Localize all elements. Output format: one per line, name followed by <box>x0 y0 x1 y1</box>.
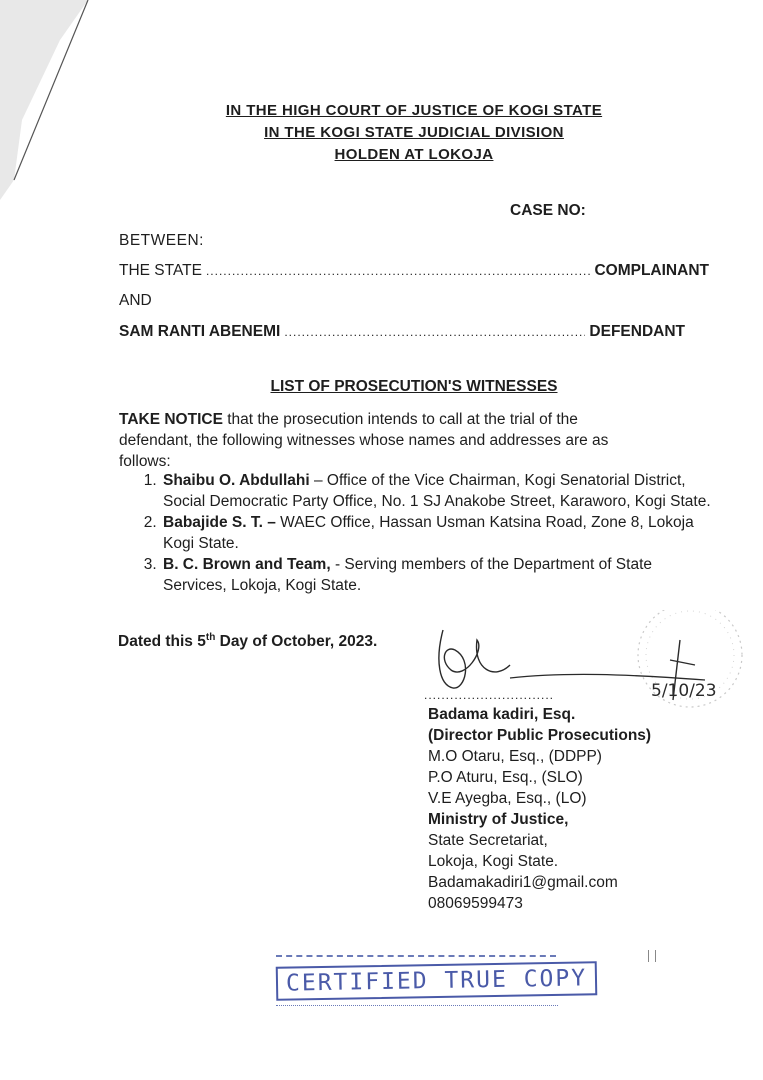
ministry-name: Ministry of Justice, <box>428 811 569 828</box>
witness-details: WAEC Office, Hassan Usman Katsina Road, Zone 8, Lokoja Kogi State. <box>163 514 694 552</box>
address-line: Lokoja, Kogi State. <box>428 853 559 870</box>
dated-suffix: Day of October, 2023. <box>215 633 378 651</box>
complainant-role: COMPLAINANT <box>594 262 709 279</box>
address-line: State Secretariat, <box>428 832 548 849</box>
stamp-bottom-rule <box>276 1005 558 1006</box>
stamp-top-rule <box>276 955 556 959</box>
witness-name: Babajide S. T. – <box>163 514 276 531</box>
dated-line <box>118 632 377 651</box>
complainant-name: THE STATE <box>119 262 202 279</box>
certified-true-copy-stamp: CERTIFIED TRUE COPY <box>276 961 598 1001</box>
notice-lead: TAKE NOTICE <box>119 411 223 428</box>
signature-dots: .............................. <box>424 688 555 702</box>
witness-item <box>161 554 719 596</box>
witness-item <box>161 470 719 512</box>
dated-sup: th <box>205 632 216 643</box>
notice-paragraph <box>119 409 649 472</box>
leader-dots <box>284 325 585 339</box>
witness-details: – Office of the Vice Chairman, Kogi Senatorial District, Social Democratic Party Office, No. 1 SJ Anakobe Street, Karaworo, Kogi State. <box>163 472 711 510</box>
defendant-row <box>119 323 685 341</box>
staff-line: V.E Ayegba, Esq., (LO) <box>428 790 587 807</box>
scan-mark <box>655 950 656 962</box>
email-address: Badamakadiri1@gmail.com <box>428 874 618 891</box>
witness-list <box>119 470 719 596</box>
witness-details: - Serving members of the Department of State Services, Lokoja, Kogi State. <box>163 556 652 594</box>
witness-name: B. C. Brown and Team, <box>163 556 331 573</box>
between-label: BETWEEN: <box>119 232 204 249</box>
handwritten-date: 5/10/23 <box>651 681 717 701</box>
complainant-row <box>119 262 709 280</box>
phone-number: 08069599473 <box>428 895 523 912</box>
scan-mark <box>648 950 649 962</box>
court-heading-line1: IN THE HIGH COURT OF JUSTICE OF KOGI STATE <box>225 102 603 119</box>
scan-edge-shadow <box>0 0 110 200</box>
court-heading-line2: IN THE KOGI STATE JUDICIAL DIVISION <box>264 124 564 141</box>
staff-line: M.O Otaru, Esq., (DDPP) <box>428 748 602 765</box>
case-number-label: CASE NO: <box>510 202 586 219</box>
dated-prefix: Dated this 5 <box>118 633 206 651</box>
witness-item <box>161 512 719 554</box>
signatory-name: Badama kadiri, Esq. <box>428 706 576 723</box>
leader-dots <box>206 264 591 278</box>
signatory-title: (Director Public Prosecutions) <box>428 727 652 744</box>
witness-name: Shaibu O. Abdullahi <box>163 472 310 489</box>
defendant-name: SAM RANTI ABENEMI <box>119 323 281 340</box>
defendant-role: DEFENDANT <box>589 323 685 340</box>
court-heading-line3: HOLDEN AT LOKOJA <box>334 146 494 163</box>
and-label: AND <box>119 292 152 309</box>
signature-block <box>428 704 651 914</box>
staff-line: P.O Aturu, Esq., (SLO) <box>428 769 583 786</box>
notice-text: that the prosecution intends to call at the trial of the defendant, the following witnesses whose names and addresses are as follows: <box>119 411 609 470</box>
witness-list-title: LIST OF PROSECUTION'S WITNESSES <box>270 378 558 395</box>
